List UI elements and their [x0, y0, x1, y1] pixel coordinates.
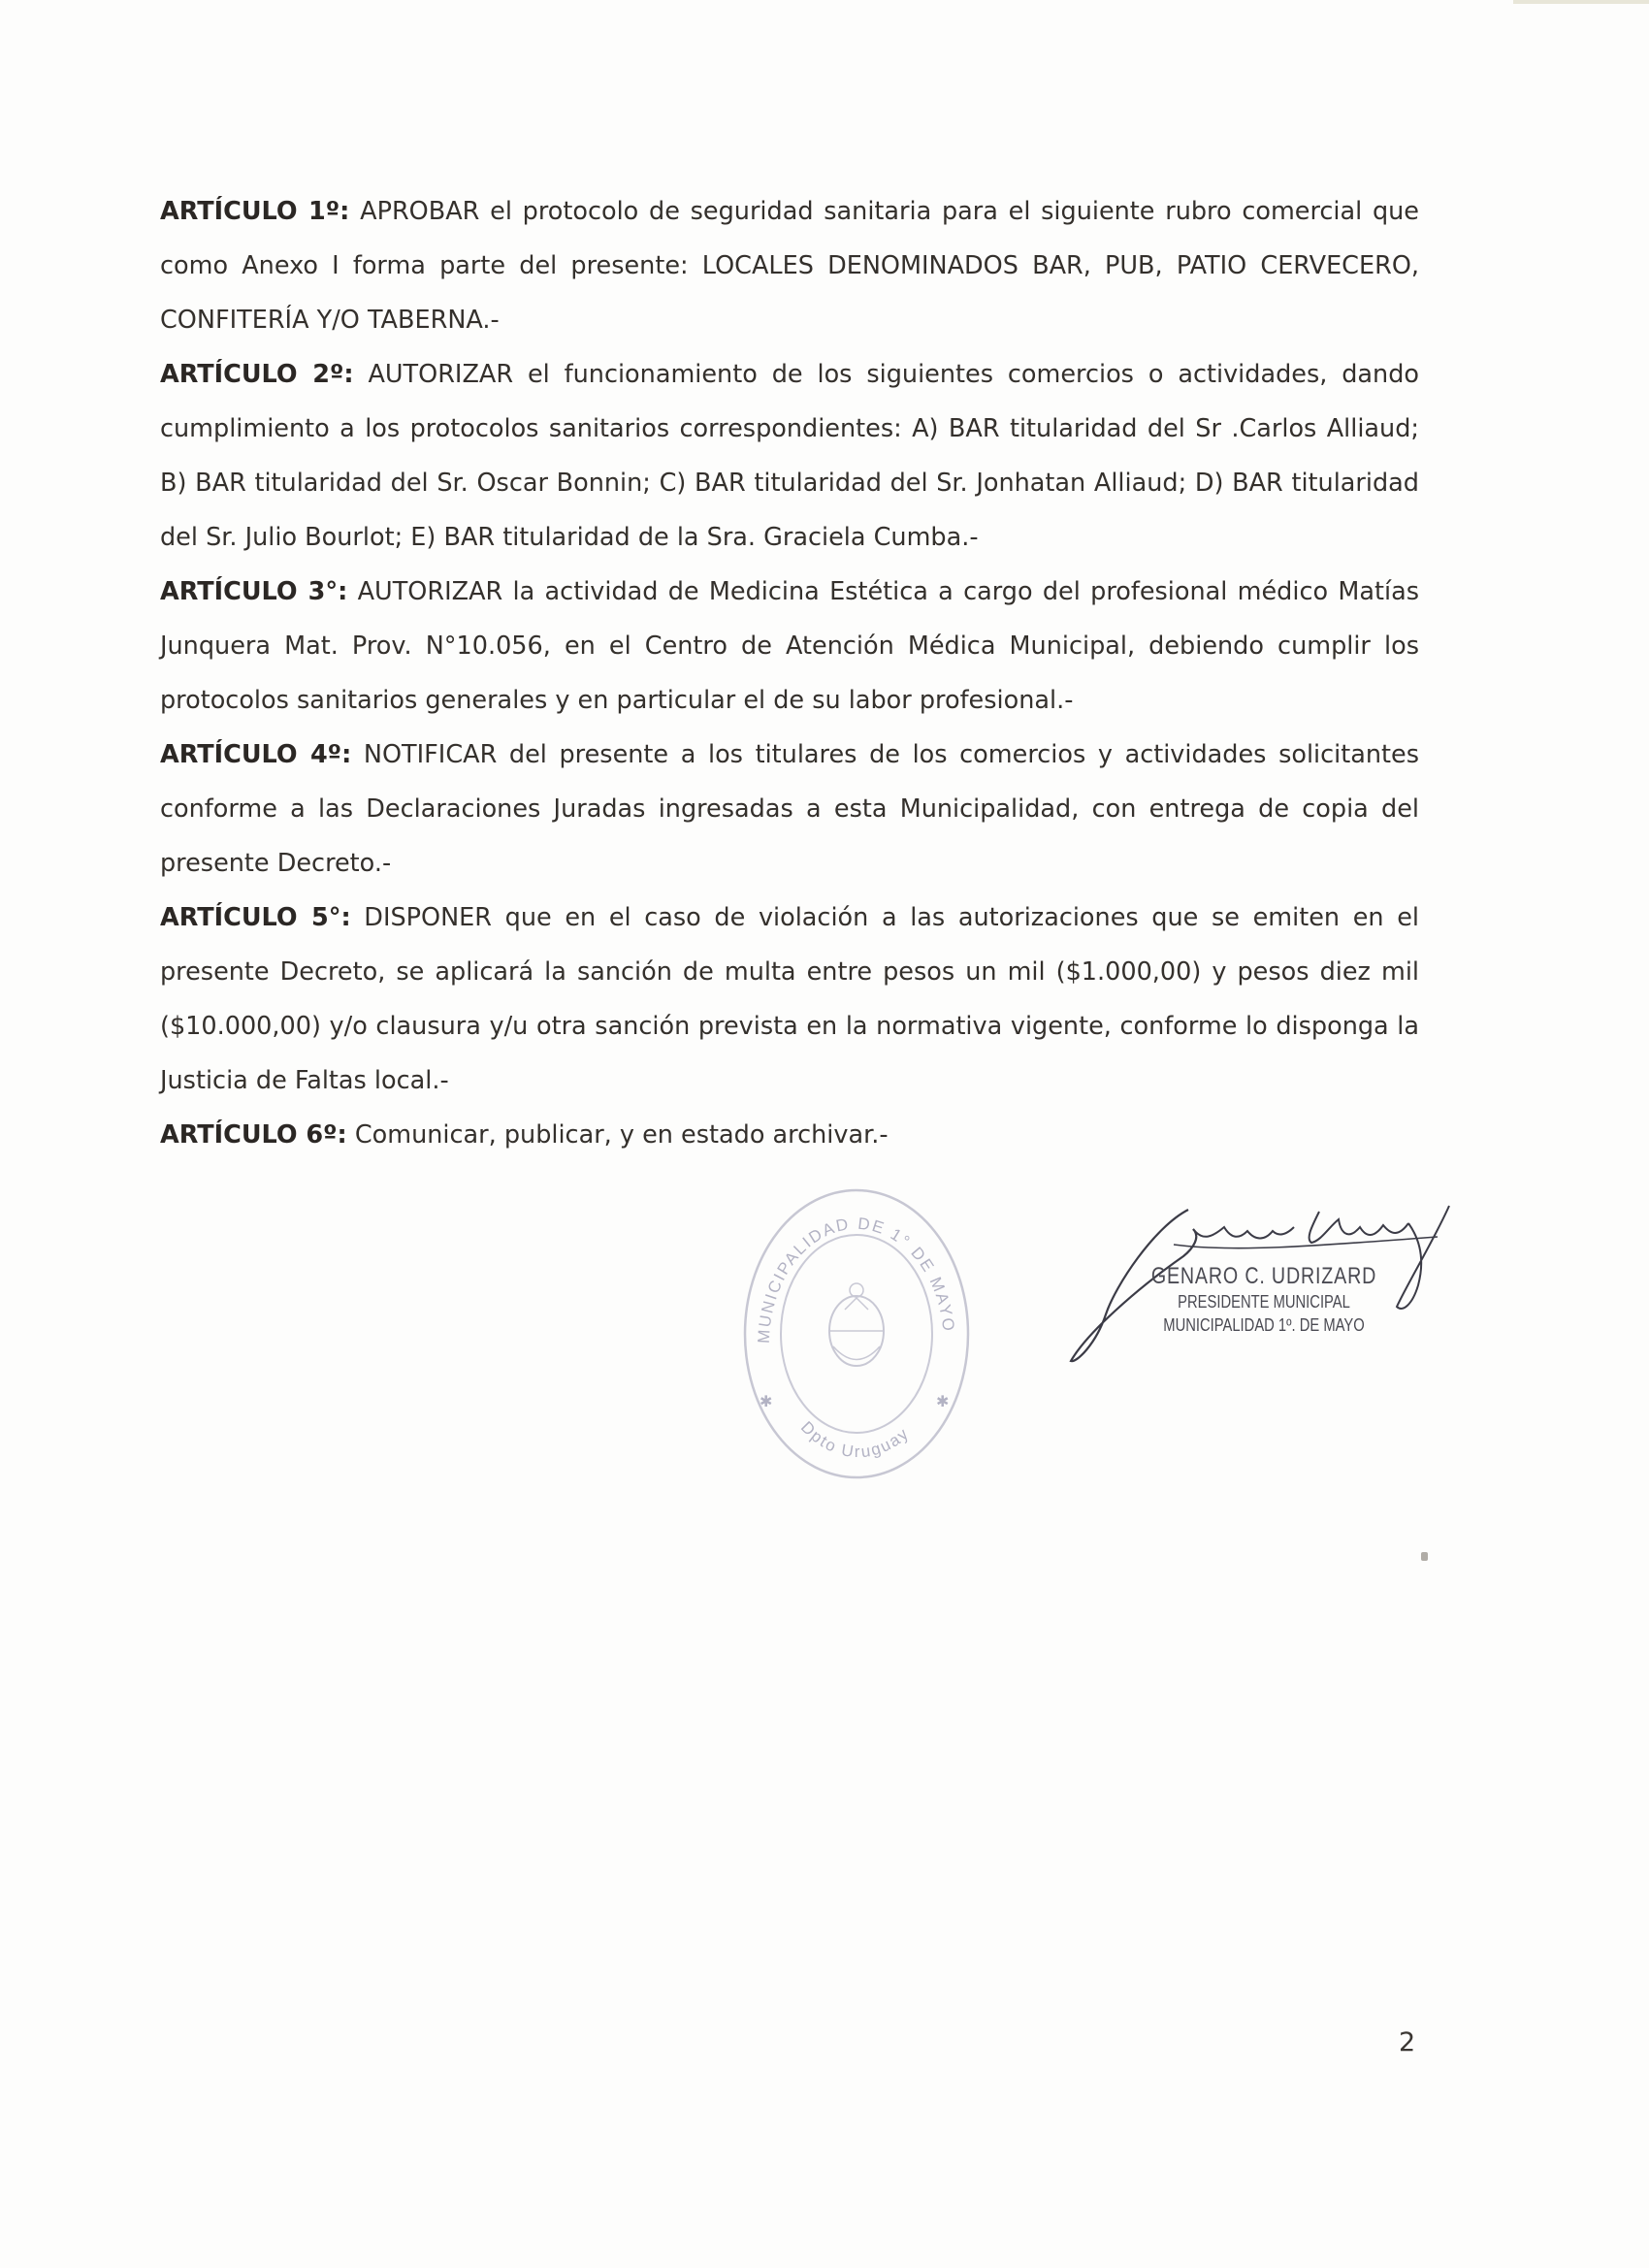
seal-inner-ring — [781, 1235, 932, 1433]
article-text: APROBAR el protocolo de seguridad sanitaria para el siguiente rubro comercial que como Anexo I forma parte del presente: LOCALES DENOMINADOS BAR, PUB, PATIO CERVECERO, CONFITERÍA Y/O TABERNA.- — [160, 197, 1419, 335]
municipal-seal-stamp — [732, 1174, 980, 1484]
article-4 — [160, 728, 1419, 891]
seal-outer-ring — [745, 1190, 968, 1477]
seal-star-icon: ✱ — [936, 1392, 950, 1410]
article-text: AUTORIZAR la actividad de Medicina Estética a cargo del profesional médico Matías Junquera Mat. Prov. N°10.056, en el Centro de Atención Médica Municipal, debiendo cumplir los protocolos sanitarios generales y en particular el de su labor profesional.- — [160, 577, 1419, 715]
article-text: DISPONER que en el caso de violación a las autorizaciones que se emiten en el presente Decreto, se aplicará la sanción de multa entre pesos un mil ($1.000,00) y pesos diez mil ($10.000,00) y/o clausura y/u otra sanción prevista en la normativa vigente, conforme lo disponga la Justicia de Faltas local.- — [160, 903, 1419, 1095]
seal-star-icon: ✱ — [760, 1392, 773, 1410]
article-2 — [160, 347, 1419, 565]
article-text: NOTIFICAR del presente a los titulares de los comercios y actividades solicitantes conforme a las Declaraciones Juradas ingresadas a esta Municipalidad, con entrega de copia del presente Decreto.- — [160, 740, 1419, 878]
article-3 — [160, 565, 1419, 728]
article-text: AUTORIZAR el funcionamiento de los siguientes comercios o actividades, dando cumplimiento a los protocolos sanitarios correspondientes: A) BAR titularidad del Sr .Carlos Alliaud; B) BAR titularidad del Sr. Oscar Bonnin; C) BAR titularidad del Sr. Jonhatan Alliaud; D) BAR titularidad del Sr. Julio Bourlot; E) BAR titularidad de la Sra. Graciela Cumba.- — [160, 360, 1419, 552]
article-text: Comunicar, publicar, y en estado archivar.- — [346, 1120, 889, 1150]
decree-body — [160, 184, 1419, 1162]
article-5 — [160, 891, 1419, 1108]
signatory-role: PRESIDENTE MUNICIPAL — [1178, 1292, 1350, 1312]
page-number: 2 — [1399, 2027, 1416, 2057]
article-6 — [160, 1108, 1419, 1162]
article-label: ARTÍCULO 1º: — [160, 197, 350, 226]
article-label: ARTÍCULO 5°: — [160, 903, 351, 932]
signatory-name: GENARO C. UDRIZARD — [1150, 1263, 1377, 1289]
article-label: ARTÍCULO 2º: — [160, 360, 354, 389]
scan-edge-mark — [1513, 0, 1649, 4]
article-label: ARTÍCULO 6º: — [160, 1120, 347, 1150]
article-label: ARTÍCULO 4º: — [160, 740, 352, 769]
signatory-office: MUNICIPALIDAD 1º. DE MAYO — [1163, 1315, 1365, 1335]
seal-top-text: MUNICIPALIDAD DE 1° DE MAYO — [754, 1214, 958, 1345]
scan-speck — [1421, 1552, 1428, 1561]
coat-of-arms-icon — [829, 1283, 884, 1366]
seal-bottom-text: Dpto Uruguay — [796, 1417, 914, 1462]
article-1 — [160, 184, 1419, 347]
signature-block — [1145, 1263, 1383, 1337]
article-label: ARTÍCULO 3°: — [160, 577, 348, 606]
